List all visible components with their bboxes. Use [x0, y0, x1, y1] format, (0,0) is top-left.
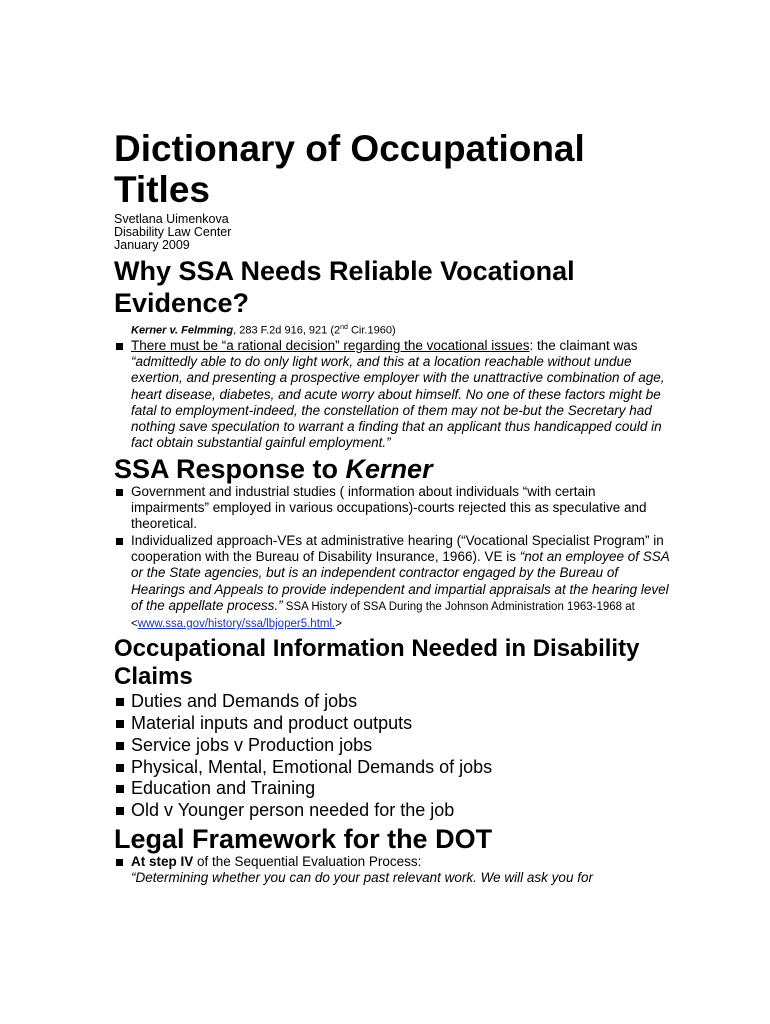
bullet-rational-decision — [114, 338, 674, 452]
bullet-quote: “not an employee of SSA or the State agencies, but is an independent contractor engaged by the Bureau of Hearings and Appeals to provide independent and impartial appraisals at the hearing level of the appellate process.” — [131, 548, 670, 613]
bullet-square-icon — [116, 764, 124, 772]
document-title: Dictionary of Occupational Titles — [114, 128, 585, 210]
citation-ref: , 283 F.2d 916, 921 (2 — [233, 324, 341, 337]
list-item — [114, 800, 674, 822]
bullet-square-icon — [116, 489, 123, 496]
section-heading-ssa-response — [114, 454, 674, 484]
list-item — [114, 691, 674, 713]
bullet-square-icon — [116, 807, 124, 815]
bullet-text: Government and industrial studies ( information about individuals “with certain impairments” employed in various occupations)-courts rejected this as speculative and theoretical. — [131, 483, 647, 532]
organization: Disability Law Center — [114, 225, 232, 239]
why-ssa-bullets — [114, 338, 674, 452]
case-citation — [131, 321, 674, 338]
list-item — [114, 778, 674, 800]
document-page — [114, 128, 674, 886]
bullet-square-icon — [116, 859, 123, 866]
bullet-square-icon — [116, 785, 124, 793]
bullet-source-end: > — [335, 618, 342, 631]
list-item-text: Physical, Mental, Emotional Demands of jobs — [131, 756, 493, 777]
list-item — [114, 713, 674, 735]
list-item — [114, 757, 674, 779]
bullet-step-iv — [114, 854, 674, 887]
list-item-text: Education and Training — [131, 778, 316, 799]
bullet-quote: “admittedly able to do only light work, and this at a location reachable without undue exertion, and presenting a prospective employer with the unattractive combination of age, heart disease, diabetes, and acute worry about himself. No one of these factors might be fatal to employment-indeed, the constellation of them may not be-but the Secretary had nothing save speculation to warrant a finding that an applicant thus handicapped could in fact obtain substantial gainful employment.” — [131, 353, 665, 451]
heading-text: SSA Response to — [114, 453, 346, 484]
bullet-text: : the claimant was — [529, 337, 638, 353]
bullet-underlined-text: There must be “a rational decision” regarding the vocational issues — [131, 337, 530, 353]
ssa-history-link[interactable]: www.ssa.gov/history/ssa/lbjoper5.html. — [137, 618, 336, 631]
bullet-square-icon — [116, 698, 124, 706]
section-heading-why-ssa: Why SSA Needs Reliable Vocational Evidence? — [114, 256, 575, 318]
bullet-square-icon — [116, 742, 124, 750]
bullet-text: of the Sequential Evaluation Process: — [193, 853, 422, 869]
list-item-text: Material inputs and product outputs — [131, 713, 413, 734]
list-item — [114, 735, 674, 757]
list-item-text: Duties and Demands of jobs — [131, 691, 358, 712]
author-name: Svetlana Uimenkova — [114, 212, 229, 226]
bullet-bold-text: At step IV — [131, 853, 194, 869]
bullet-text: Individualized approach-VEs at administrative hearing (“Vocational Specialist Program” in cooperation with the Bureau of Disability Insurance, 1966). VE is — [131, 532, 664, 564]
section-heading-occupational-info: Occupational Information Needed in Disability Claims — [114, 635, 640, 691]
bullet-source: SSA History of SSA During the Johnson Administration 1963-1968 at < — [131, 600, 635, 631]
citation-ref-end: Cir.1960) — [347, 324, 396, 337]
bullet-government-studies — [114, 484, 674, 533]
section-heading-legal-framework: Legal Framework for the DOT — [114, 823, 493, 854]
document-date: January 2009 — [114, 238, 190, 252]
bullet-individualized-approach — [114, 533, 674, 633]
list-item-text: Service jobs v Production jobs — [131, 734, 373, 755]
legal-framework-bullets — [114, 854, 674, 887]
citation-superscript: nd — [340, 324, 348, 331]
bullet-quote: “Determining whether you can do your past relevant work. We will ask you for — [131, 869, 593, 885]
bullet-square-icon — [116, 720, 124, 728]
document-meta — [114, 213, 674, 252]
case-name: Kerner v. Felmming — [131, 324, 234, 337]
list-item-text: Old v Younger person needed for the job — [131, 799, 455, 820]
heading-italic-text: Kerner — [345, 453, 433, 484]
ssa-response-bullets — [114, 484, 674, 633]
bullet-square-icon — [116, 343, 123, 350]
bullet-square-icon — [116, 538, 123, 545]
occupational-info-list — [114, 691, 674, 821]
